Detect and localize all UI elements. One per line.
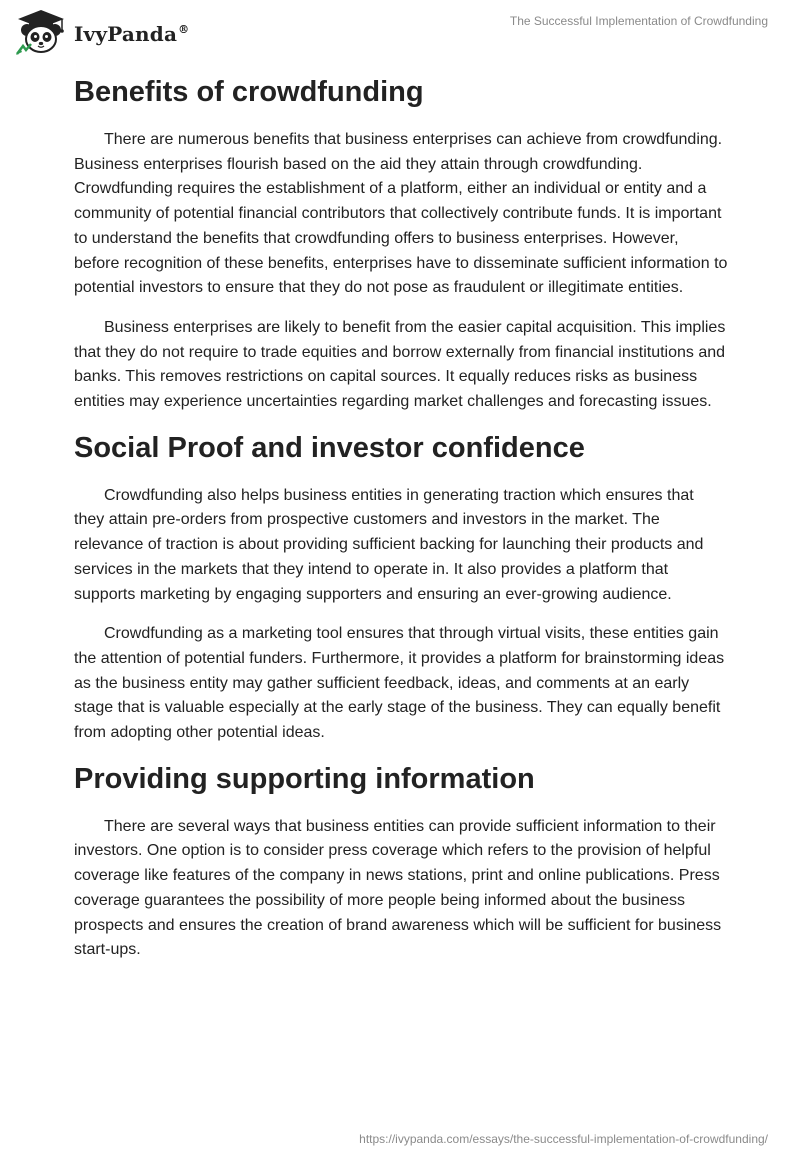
paragraph: There are numerous benefits that business enterprises can achieve from crowdfunding. Business enterprises flourish based on the aid they attain through crowdfunding. Crowdfunding requires the establishment of a platform, either an individual or entity and a community of potential financial contributors that collectively contribute funds. It is important to understand the benefits that crowdfunding offers to business enterprises. However, before recognition of these benefits, enterprises have to disseminate sufficient information to potential investors to ensure that they do not pose as fraudulent or illegitimate entities. [74,131,728,297]
page-header [0,0,800,60]
paragraph: There are several ways that business entities can provide sufficient information to their investors. One option is to consider press coverage which refers to the provision of helpful coverage like features of the company in news stations, print and online publications. Press coverage guarantees the possibility of more people being informed about the business prospects and ensures the creation of brand awareness which will be sufficient for business start-ups. [74,817,722,959]
brand-logo[interactable] [14,8,189,56]
source-url[interactable]: https://ivypanda.com/essays/the-successful-implementation-of-crowdfunding/ [359,1132,768,1146]
section-supporting-information [74,761,728,963]
document-title: The Successful Implementation of Crowdfunding [509,14,768,28]
brand-name: IvyPanda® [74,22,190,46]
section-heading: Benefits of crowdfunding [74,76,424,108]
paragraph: Business enterprises are likely to benefit from the easier capital acquisition. This implies that they do not require to trade equities and borrow externally from financial institutions and banks. This removes restrictions on capital sources. It equally reduces risks as business entities may experience uncertainties regarding market challenges and forecasting issues. [74,318,726,411]
registered-mark: ® [178,23,190,37]
section-heading: Providing supporting information [74,762,535,795]
section-benefits [74,74,728,415]
paragraph: Crowdfunding as a marketing tool ensures that through virtual visits, these entities gain the attention of potential funders. Furthermore, it provides a platform for brainstorming ideas as the business entity may gather sufficient feedback, ideas, and comments at an early stage that is valuable especially at the early stage of the business. They can equally benefit from adopting other potential ideas. [74,625,725,742]
paragraph: Crowdfunding also helps business entities in generating traction which ensures that they attain pre-orders from prospective customers and investors in the market. The relevance of traction is about providing sufficient backing for launching their products and services in the markets that they intend to operate in. It also provides a platform that supports marketing by engaging supporters and ensuring an ever-growing audience. [74,486,704,603]
article-content [74,66,728,978]
panda-graduate-icon [14,8,68,56]
section-social-proof [74,430,728,746]
section-heading: Social Proof and investor confidence [74,431,585,464]
